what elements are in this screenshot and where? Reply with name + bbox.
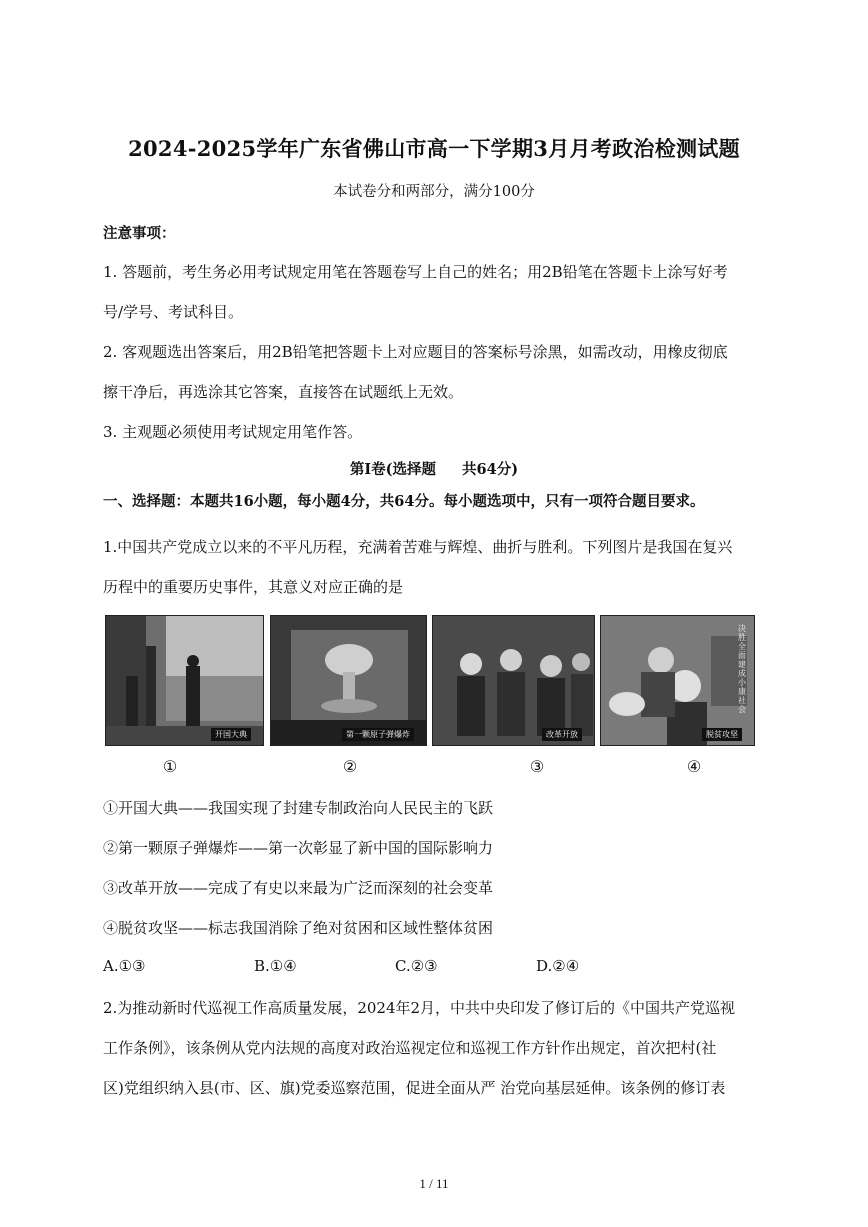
note-1a: 1. 答题前，考生务必用考试规定用笔在答题卷写上自己的姓名；用2B铅笔在答题卡上涂写好考 — [103, 263, 728, 281]
q1-item-2: ②第一颗原子弹爆炸——第一次彰显了新中国的国际影响力 — [103, 839, 494, 857]
picture-caption-1: 开国大典 — [211, 728, 251, 741]
note-3: 3. 主观题必须使用考试规定用笔作答。 — [103, 423, 363, 441]
picture-caption-3: 改革开放 — [542, 728, 582, 741]
page-subtitle: 本试卷分和两部分，满分100分 — [333, 184, 535, 200]
note-2a: 2. 客观题选出答案后，用2B铅笔把答题卡上对应题目的答案标号涂黑，如需改动，用橡皮彻底 — [103, 343, 728, 361]
q1-option-c: C.②③ — [395, 957, 438, 975]
notes-heading: 注意事项： — [103, 225, 176, 242]
page-number: 1 / 11 — [419, 1176, 449, 1191]
q2-line-b: 工作条例》，该条例从党内法规的高度对政治巡视定位和巡视工作方针作出规定，首次把村(社 — [103, 1039, 717, 1057]
section-title-right: 共64分) — [462, 461, 519, 478]
picture-reform-opening — [432, 615, 595, 746]
q1-option-a: A.①③ — [103, 957, 146, 975]
q1-stem-a: 1.中国共产党成立以来的不平凡历程，充满着苦难与辉煌、曲折与胜利。下列图片是我国在复兴 — [103, 538, 733, 556]
q1-picture-strip — [105, 615, 755, 746]
note-2b: 擦干净后，再选涂其它答案，直接答在试题纸上无效。 — [103, 383, 464, 401]
picture-number-2: ② — [342, 757, 358, 776]
picture-caption-4: 脱贫攻坚 — [702, 728, 742, 741]
q1-item-3: ③改革开放——完成了有史以来最为广泛而深刻的社会变革 — [103, 879, 494, 897]
picture-atomic-bomb — [270, 615, 427, 746]
picture-caption-2: 第一颗原子弹爆炸 — [342, 728, 414, 741]
q1-stem-b: 历程中的重要历史事件，其意义对应正确的是 — [103, 578, 404, 596]
section-instruction: 一、选择题：本题共16小题，每小题4分，共64分。每小题选项中，只有一项符合题目要求。 — [103, 493, 705, 510]
q2-line-c: 区)党组织纳入县(市、区、旗)党委巡察范围，促进全面从严 治党向基层延伸。该条例的修订表 — [103, 1079, 726, 1097]
section-title — [0, 458, 868, 479]
q2-line-a: 2.为推动新时代巡视工作高质量发展，2024年2月，中共中央印发了修订后的《中国共产党巡视 — [103, 999, 736, 1017]
note-1b: 号/学号、考试科目。 — [103, 303, 244, 321]
q1-option-d: D.②④ — [536, 957, 580, 975]
q1-item-4: ④脱贫攻坚——标志我国消除了绝对贫困和区域性整体贫困 — [103, 919, 494, 937]
page-title: 2024-2025学年广东省佛山市高一下学期3月月考政治检测试题 — [128, 136, 740, 161]
picture-4-slogan: 决胜全面建成小康社会 — [738, 624, 746, 714]
picture-number-3: ③ — [529, 757, 545, 776]
picture-founding-ceremony — [105, 615, 264, 746]
section-title-left: 第Ⅰ卷(选择题 — [349, 461, 437, 478]
picture-poverty-alleviation — [600, 615, 755, 746]
picture-number-4: ④ — [686, 757, 702, 776]
q1-item-1: ①开国大典——我国实现了封建专制政治向人民民主的飞跃 — [103, 799, 494, 817]
picture-number-1: ① — [162, 757, 178, 776]
q1-option-b: B.①④ — [254, 957, 297, 975]
